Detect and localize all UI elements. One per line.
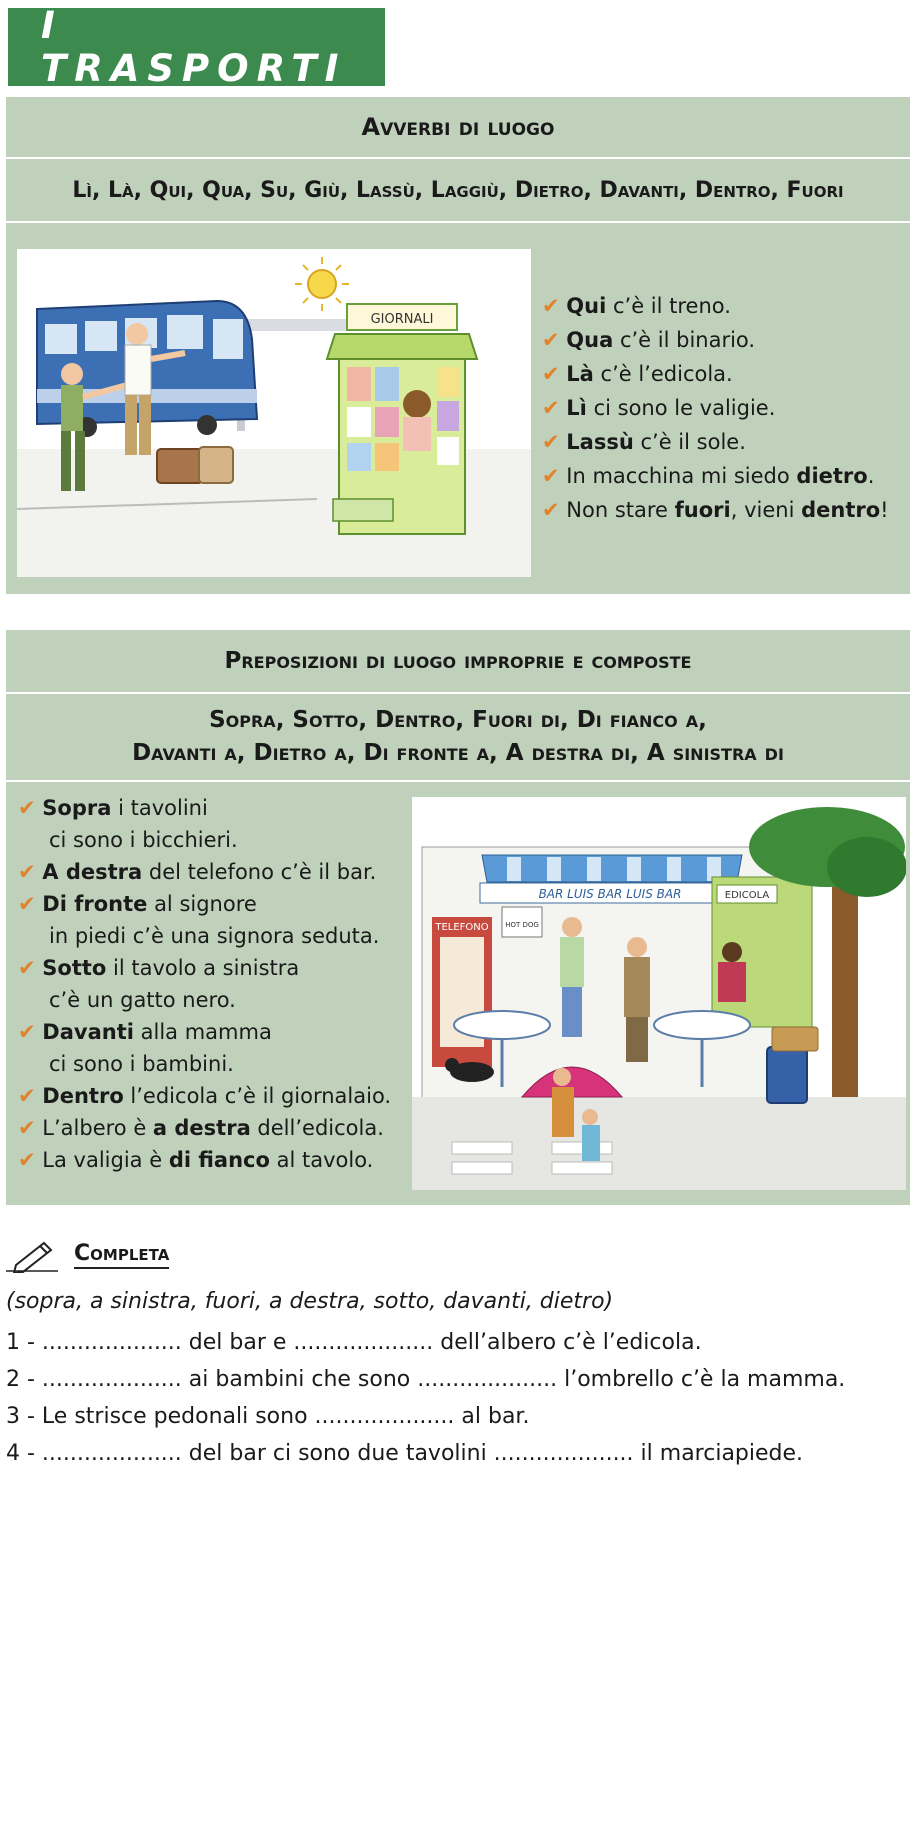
street-scene-illustration: [412, 797, 906, 1190]
adverbs-heading: Avverbi di luogo: [6, 97, 910, 159]
prepositions-word-list: Sopra, Sotto, Dentro, Fuori di, Di fianco a, Davanti a, Dietro a, Di fronte a, A destra di, A sinistra di: [6, 694, 910, 782]
phone-sign: TELEFONO: [435, 922, 489, 933]
check-icon: ✔: [542, 464, 560, 488]
check-icon: ✔: [542, 362, 560, 386]
pencil-icon: [6, 1237, 58, 1273]
exercise-line: 1 - .................... del bar e .................... dell’albero c’è l’edicola.: [6, 1330, 702, 1355]
check-icon: ✔: [18, 1148, 36, 1172]
adverbs-panel: [6, 97, 910, 594]
check-icon: ✔: [18, 892, 36, 916]
list-item: ✔ Là c’è l’edicola.: [542, 362, 733, 386]
check-icon: ✔: [18, 1116, 36, 1140]
prepositions-panel: [6, 630, 910, 1205]
check-icon: ✔: [18, 1020, 36, 1044]
prepositions-heading: Preposizioni di luogo improprie e composte: [6, 630, 910, 694]
adverbs-example-list: [542, 289, 889, 527]
list-item: ✔ Lassù c’è il sole.: [542, 430, 746, 454]
list-item: ✔ La valigia è di fianco al tavolo.: [18, 1148, 374, 1172]
list-item: ✔ Lì ci sono le valigie.: [542, 396, 776, 420]
exercise-line: 4 - .................... del bar ci sono due tavolini .................... il marciapiede.: [6, 1441, 804, 1466]
check-icon: ✔: [542, 294, 560, 318]
list-item: ✔ In macchina mi siedo dietro.: [542, 464, 875, 488]
bar-sign: BAR LUIS BAR LUIS BAR: [538, 887, 682, 901]
check-icon: ✔: [542, 430, 560, 454]
list-item: ✔ Di fronte al signore in piedi c’è una signora seduta.: [18, 892, 380, 948]
list-item: ✔ Davanti alla mamma ci sono i bambini.: [18, 1020, 272, 1076]
exercise-line: 3 - Le strisce pedonali sono .................... al bar.: [6, 1404, 530, 1429]
exercise-header: [6, 1235, 906, 1275]
adverbs-word-list: Lì, Là, Qui, Qua, Su, Giù, Lassù, Laggiù, Dietro, Davanti, Dentro, Fuori: [6, 159, 910, 223]
page-title: I TRASPORTI: [8, 8, 385, 86]
edicola-sign: EDICOLA: [724, 890, 770, 901]
check-icon: ✔: [542, 498, 560, 522]
check-icon: ✔: [542, 396, 560, 420]
list-item: ✔ Dentro l’edicola c’è il giornalaio.: [18, 1084, 392, 1108]
list-item: ✔ Sopra i tavolini ci sono i bicchieri.: [18, 796, 238, 852]
check-icon: ✔: [18, 1084, 36, 1108]
list-item: ✔ L’albero è a destra dell’edicola.: [18, 1116, 384, 1140]
check-icon: ✔: [18, 860, 36, 884]
exercise-section: [6, 1235, 906, 1472]
list-item: ✔ Qua c’è il binario.: [542, 328, 756, 352]
check-icon: ✔: [18, 796, 36, 820]
list-item: ✔ A destra del telefono c’è il bar.: [18, 860, 377, 884]
exercise-line: 2 - .................... ai bambini che sono .................... l’ombrello c’è la mamma.: [6, 1367, 846, 1392]
list-item: ✔ Sotto il tavolo a sinistra c’è un gatto nero.: [18, 956, 300, 1012]
exercise-title: Completa: [74, 1241, 169, 1269]
prepositions-example-list: [18, 792, 391, 1176]
kiosk-sign: GIORNALI: [370, 312, 434, 327]
sun-icon: [295, 257, 349, 311]
exercise-hint: (sopra, a sinistra, fuori, a destra, sotto, davanti, dietro): [6, 1289, 614, 1314]
train-station-illustration: [17, 249, 531, 577]
check-icon: ✔: [542, 328, 560, 352]
check-icon: ✔: [18, 956, 36, 980]
hotdog-sign: HOT DOG: [505, 921, 539, 929]
list-item: ✔ Non stare fuori, vieni dentro!: [542, 498, 889, 522]
list-item: ✔ Qui c’è il treno.: [542, 294, 731, 318]
